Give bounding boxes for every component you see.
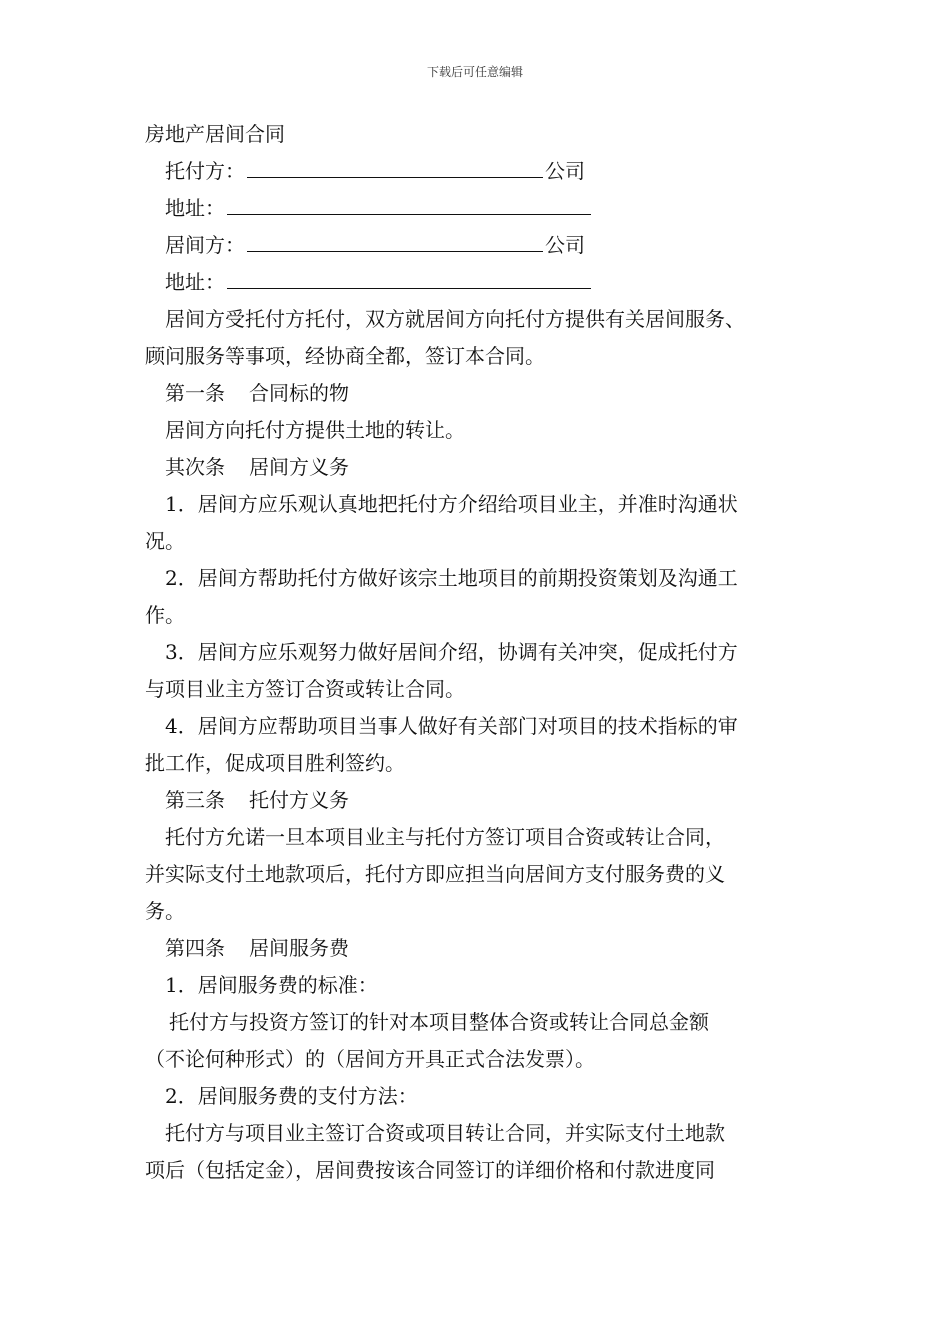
address-label: 地址： xyxy=(165,196,225,220)
article-2-item-line: 与项目业主方签订合资或转让合同。 xyxy=(145,677,465,701)
page-header-note: 下载后可任意编辑 xyxy=(426,65,523,79)
article-4-text-line: 托付方与投资方签订的针对本项目整体合资或转让合同总金额 xyxy=(169,1010,709,1034)
article-number: 第四条 xyxy=(165,936,225,960)
article-2-item-line: 作。 xyxy=(145,603,185,627)
article-1-heading xyxy=(145,375,815,412)
article-1-text: 居间方向托付方提供土地的转让。 xyxy=(165,418,465,442)
contract-document xyxy=(145,116,815,1189)
party-a-suffix: 公司 xyxy=(545,159,585,183)
article-2-item-line: 批工作，促成项目胜利签约。 xyxy=(145,751,405,775)
party-a-blank xyxy=(247,153,543,178)
article-title: 托付方义务 xyxy=(249,788,349,812)
article-2-item-line: 3．居间方应乐观努力做好居间介绍，协调有关冲突，促成托付方 xyxy=(165,640,738,664)
article-title: 合同标的物 xyxy=(249,381,349,405)
address-blank xyxy=(227,190,591,215)
article-4-item-heading: 2．居间服务费的支付方法： xyxy=(165,1084,418,1108)
party-b-address-line xyxy=(145,264,815,301)
article-2-item-line: 1．居间方应乐观认真地把托付方介绍给项目业主，并准时沟通状 xyxy=(165,492,738,516)
party-a-address-line xyxy=(145,190,815,227)
article-title: 居间方义务 xyxy=(249,455,349,479)
article-number: 第三条 xyxy=(165,788,225,812)
party-b-label: 居间方： xyxy=(165,233,245,257)
party-b-suffix: 公司 xyxy=(545,233,585,257)
article-4-text-line: （不论何种形式）的（居间方开具正式合法发票）。 xyxy=(145,1047,595,1071)
article-3-text-line: 托付方允诺一旦本项目业主与托付方签订项目合资或转让合同， xyxy=(165,825,725,849)
article-2-item-line: 况。 xyxy=(145,529,185,553)
intro-line: 顾问服务等事项，经协商全都，签订本合同。 xyxy=(145,344,545,368)
article-number: 其次条 xyxy=(165,455,225,479)
article-4-item-heading: 1．居间服务费的标准： xyxy=(165,973,378,997)
article-2-item-line: 4．居间方应帮助项目当事人做好有关部门对项目的技术指标的审 xyxy=(165,714,738,738)
article-4-text-line: 项后（包括定金），居间费按该合同签订的详细价格和付款进度同 xyxy=(145,1158,715,1182)
contract-title: 房地产居间合同 xyxy=(145,122,285,146)
article-3-text-line: 并实际支付土地款项后，托付方即应担当向居间方支付服务费的义 xyxy=(145,862,725,886)
article-2-item-line: 2．居间方帮助托付方做好该宗土地项目的前期投资策划及沟通工 xyxy=(165,566,738,590)
article-title: 居间服务费 xyxy=(249,936,349,960)
intro-line: 居间方受托付方托付，双方就居间方向托付方提供有关居间服务、 xyxy=(165,307,745,331)
address-blank xyxy=(227,264,591,289)
party-a-line xyxy=(145,153,815,190)
address-label: 地址： xyxy=(165,270,225,294)
article-4-heading xyxy=(145,930,815,967)
article-4-text-line: 托付方与项目业主签订合资或项目转让合同，并实际支付土地款 xyxy=(165,1121,725,1145)
article-3-heading xyxy=(145,782,815,819)
party-a-label: 托付方： xyxy=(165,159,245,183)
article-2-heading xyxy=(145,449,815,486)
article-number: 第一条 xyxy=(165,381,225,405)
article-3-text-line: 务。 xyxy=(145,899,185,923)
party-b-line xyxy=(145,227,815,264)
party-b-blank xyxy=(247,227,543,252)
